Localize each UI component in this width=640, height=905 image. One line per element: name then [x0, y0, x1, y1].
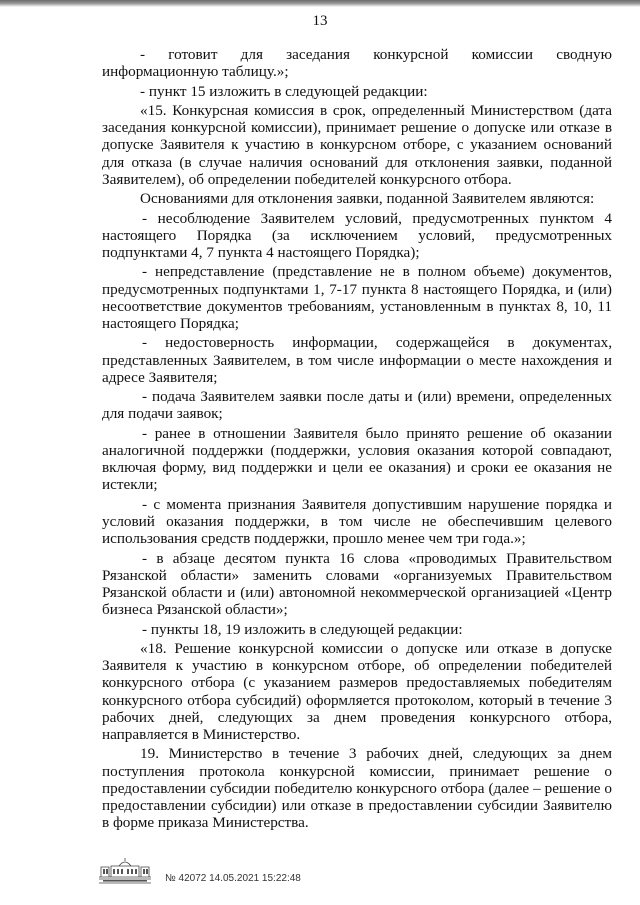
paragraph-2: - пункт 15 изложить в следующей редакции:: [140, 82, 428, 100]
document-registration-stamp: № 42072 14.05.2021 15:22:48: [165, 873, 301, 884]
document-footer: [97, 857, 397, 887]
paragraph-8: - подача Заявителем заявки после даты и (или) времени, определенных для подачи заявок;: [102, 388, 612, 423]
paragraph-9: - ранее в отношении Заявителя было принято решение об оказании аналогичной поддержки (поддержки, условия оказания которой совпадают, включая форму, вид поддержки и цели ее оказания) и сроки ее оказания не истекли;: [102, 424, 612, 494]
paragraph-1: - готовит для заседания конкурсной комиссии сводную информационную таблицу.»;: [102, 46, 612, 81]
paragraph-14: 19. Министерство в течение 3 рабочих дней, следующих за днем поступления протокола конкурсной комиссии, принимает решение о предоставлении субсидии победителю конкурсного отбора (далее – решение о предоставлении субсидии) или отказе в предоставлении субсидии Заявителю в форме приказа Министерства.: [102, 745, 612, 832]
paragraph-4: Основаниями для отклонения заявки, поданной Заявителем являются:: [140, 190, 595, 208]
paragraph-13: «18. Решение конкурсной комиссии о допуске или отказе в допуске Заявителя к участию в конкурсном отборе, об определении победителей конкурсного отбора (с указанием размеров предоставляемых победителям конкурсного отбора субсидий) оформляется протоколом, который в течение 3 рабочих дней, следующих за днем проведения конкурсного отбора, направляется в Министерство.: [102, 639, 612, 743]
paragraph-10: - с момента признания Заявителя допустившим нарушение порядка и условий оказания поддержки, в том числе не обеспечившим целевого использования средств поддержки, прошло менее чем три года.»;: [102, 495, 612, 548]
paragraph-5: - несоблюдение Заявителем условий, предусмотренных пунктом 4 настоящего Порядка (за исключением условий, предусмотренных подпунктами 4, 7 пункта 4 настоящего Порядка);: [102, 209, 612, 261]
document-body: [102, 46, 612, 834]
paragraph-12: - пункты 18, 19 изложить в следующей редакции:: [142, 620, 463, 638]
scan-top-edge: [0, 0, 640, 7]
government-building-icon: [97, 857, 153, 887]
paragraph-7: - недостоверность информации, содержащейся в документах, представленных Заявителем, в том числе информации о месте нахождения и адресе Заявителя;: [102, 334, 612, 386]
paragraph-3: «15. Конкурсная комиссия в срок, определенный Министерством (дата заседания конкурсной комиссии), принимает решение о допуске или отказе в допуске Заявителя к участию в конкурсном отборе, с указанием оснований для отказа (в случае наличия оснований для отклонения заявки, поданной Заявителем), об определении победителей конкурсного отбора.: [102, 101, 612, 188]
page-number: 13: [312, 13, 328, 29]
paragraph-6: - непредставление (представление не в полном объеме) документов, предусмотренных подпунктами 1, 7-17 пункта 8 настоящего Порядка, и (или) несоответствие документов требованиям, установленным в пунктах 8, 10, 11 настоящего Порядка;: [102, 263, 612, 332]
paragraph-11: - в абзаце десятом пункта 16 слова «проводимых Правительством Рязанской области» заменить словами «организуемых Правительством Рязанской области и (или) автономной некоммерческой организацией «Центр бизнеса Рязанской области»;: [102, 549, 612, 619]
